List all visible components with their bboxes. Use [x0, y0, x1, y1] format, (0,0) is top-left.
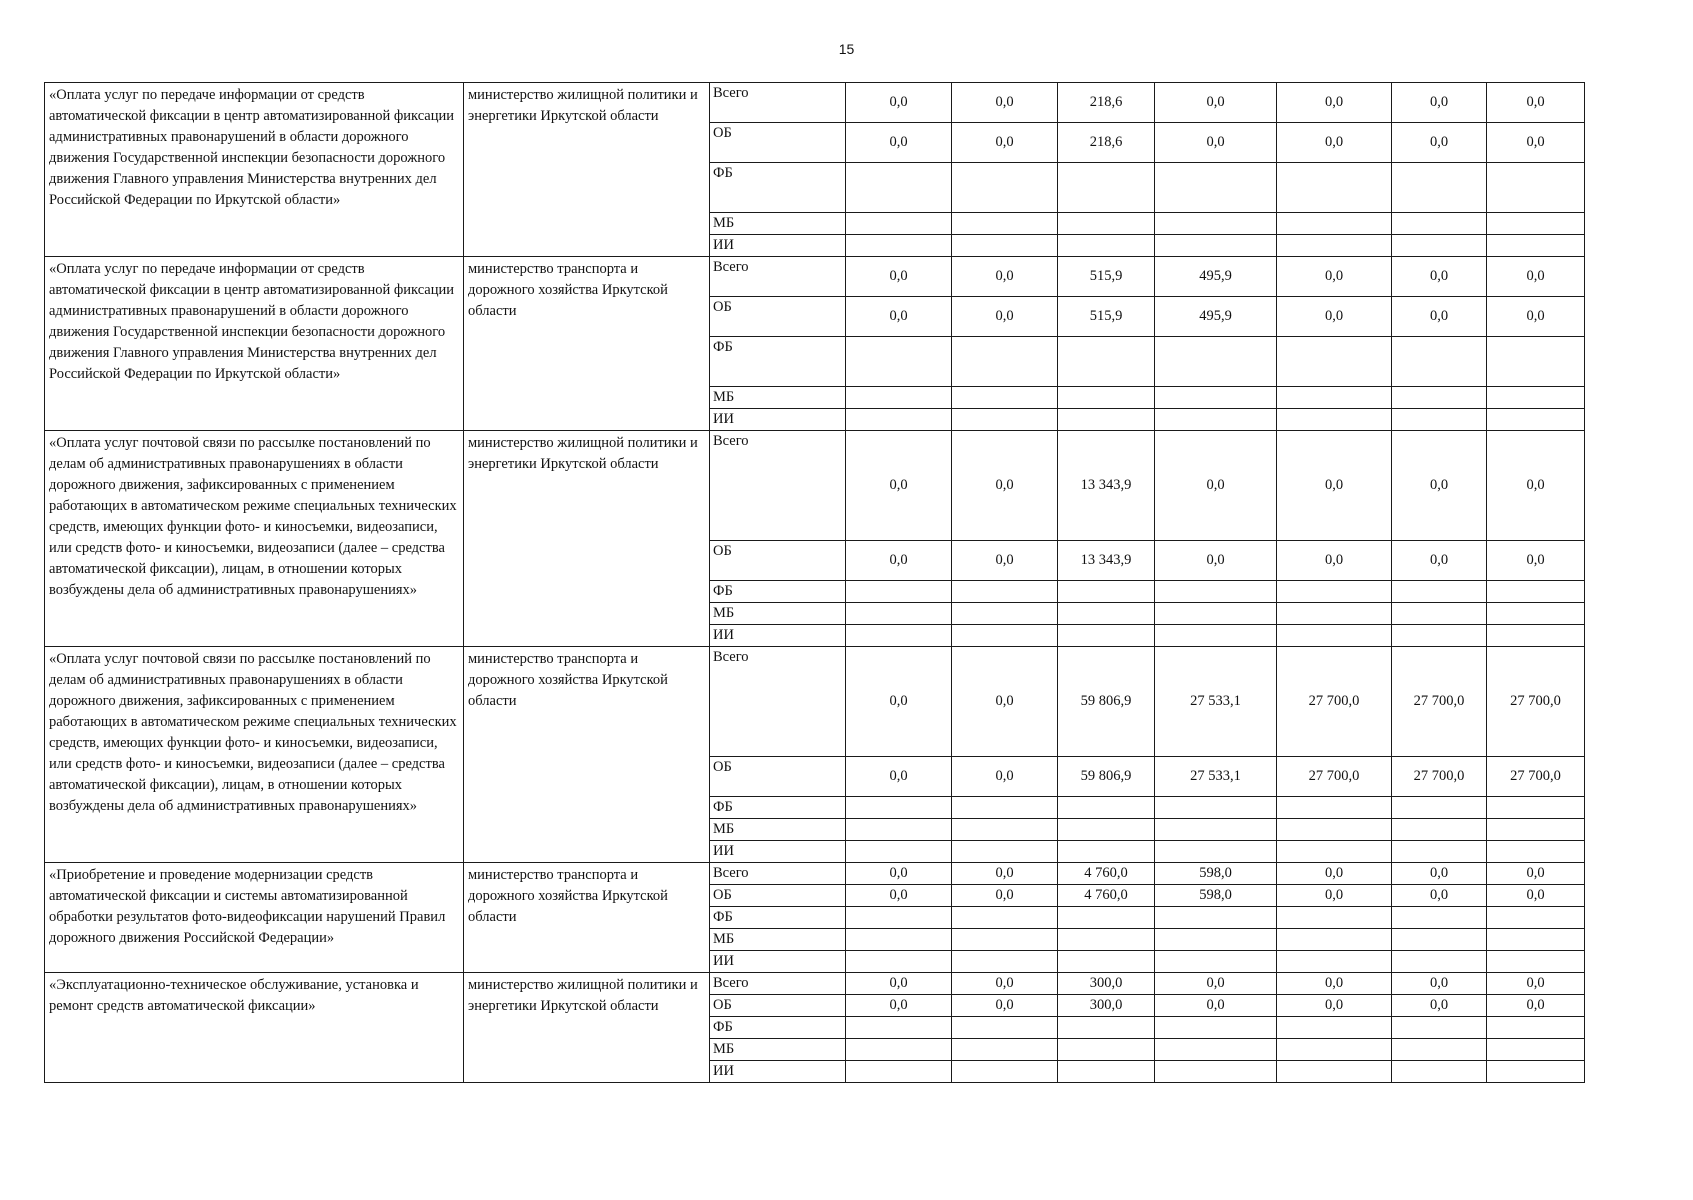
funding-value-cell: [1392, 907, 1487, 929]
funding-source-label: ОБ: [710, 123, 846, 163]
activity-name: «Эксплуатационно-техническое обслуживание, установка и ремонт средств автоматической фиксации»: [45, 973, 464, 1083]
funding-value-cell: 0,0: [952, 885, 1058, 907]
funding-value-cell: [1392, 625, 1487, 647]
funding-value-cell: [1277, 929, 1392, 951]
funding-value-cell: 27 700,0: [1487, 647, 1585, 757]
funding-source-label: МБ: [710, 1039, 846, 1061]
activity-name: «Оплата услуг почтовой связи по рассылке постановлений по делам об административных правонарушениях в области дорожного движения, зафиксированных с применением работающих в автоматическом режиме специальных технических средств, имеющих функции фото- и киносъемки, видеозаписи, или средств фото- и киносъемки, видеозаписи (далее – средства автоматической фиксации), лицам, в отношении которых возбуждены дела об административных правонарушениях»: [45, 647, 464, 863]
funding-value-cell: [1155, 337, 1277, 387]
funding-source-label: ИИ: [710, 951, 846, 973]
funding-value-cell: [1392, 409, 1487, 431]
funding-value-cell: 0,0: [1392, 83, 1487, 123]
funding-value-cell: [1058, 907, 1155, 929]
funding-value-cell: [1487, 625, 1585, 647]
funding-value-cell: 27 533,1: [1155, 647, 1277, 757]
funding-source-label: ИИ: [710, 235, 846, 257]
funding-value-cell: [1392, 841, 1487, 863]
funding-source-label: ОБ: [710, 885, 846, 907]
funding-value-cell: 515,9: [1058, 257, 1155, 297]
funding-source-label: ФБ: [710, 1017, 846, 1039]
funding-value-cell: [1155, 841, 1277, 863]
funding-value-cell: 0,0: [952, 123, 1058, 163]
funding-value-cell: 0,0: [952, 973, 1058, 995]
funding-value-cell: 0,0: [1392, 885, 1487, 907]
funding-value-cell: [1487, 907, 1585, 929]
funding-value-cell: 0,0: [846, 863, 952, 885]
funding-value-cell: [1277, 163, 1392, 213]
funding-value-cell: [1155, 409, 1277, 431]
executor-name: министерство транспорта и дорожного хозяйства Иркутской области: [464, 257, 710, 431]
funding-value-cell: 0,0: [846, 995, 952, 1017]
funding-value-cell: [1277, 337, 1392, 387]
funding-value-cell: 0,0: [846, 123, 952, 163]
funding-value-cell: [1155, 1017, 1277, 1039]
funding-value-cell: 0,0: [1277, 83, 1392, 123]
funding-value-cell: 300,0: [1058, 995, 1155, 1017]
funding-value-cell: [952, 337, 1058, 387]
funding-value-cell: 0,0: [952, 541, 1058, 581]
funding-value-cell: 0,0: [1155, 431, 1277, 541]
funding-value-cell: [1277, 387, 1392, 409]
funding-value-cell: [1155, 603, 1277, 625]
funding-value-cell: [1155, 797, 1277, 819]
table-row: [45, 863, 1585, 885]
funding-value-cell: [846, 625, 952, 647]
funding-value-cell: 0,0: [1155, 123, 1277, 163]
funding-value-cell: 0,0: [1392, 257, 1487, 297]
funding-value-cell: [1392, 819, 1487, 841]
funding-value-cell: [952, 163, 1058, 213]
funding-value-cell: 598,0: [1155, 863, 1277, 885]
funding-source-label: МБ: [710, 819, 846, 841]
funding-source-label: ИИ: [710, 841, 846, 863]
funding-value-cell: [1487, 819, 1585, 841]
funding-value-cell: 218,6: [1058, 123, 1155, 163]
funding-value-cell: [1155, 387, 1277, 409]
executor-name: министерство транспорта и дорожного хозяйства Иркутской области: [464, 647, 710, 863]
funding-value-cell: [1487, 235, 1585, 257]
funding-value-cell: [1487, 1017, 1585, 1039]
funding-value-cell: [1058, 581, 1155, 603]
funding-source-label: Всего: [710, 647, 846, 757]
funding-value-cell: [1392, 213, 1487, 235]
funding-source-label: ИИ: [710, 1061, 846, 1083]
funding-value-cell: 0,0: [1487, 257, 1585, 297]
funding-source-label: ИИ: [710, 409, 846, 431]
funding-value-cell: 0,0: [846, 757, 952, 797]
funding-value-cell: 13 343,9: [1058, 431, 1155, 541]
funding-value-cell: 0,0: [1277, 541, 1392, 581]
funding-value-cell: [1277, 1061, 1392, 1083]
funding-value-cell: [1487, 1061, 1585, 1083]
funding-value-cell: 598,0: [1155, 885, 1277, 907]
funding-value-cell: [1058, 235, 1155, 257]
funding-value-cell: [846, 797, 952, 819]
funding-value-cell: [1487, 841, 1585, 863]
funding-source-label: Всего: [710, 863, 846, 885]
funding-value-cell: [1058, 213, 1155, 235]
funding-value-cell: [952, 841, 1058, 863]
funding-value-cell: 0,0: [952, 647, 1058, 757]
funding-value-cell: [846, 1039, 952, 1061]
funding-value-cell: [1058, 797, 1155, 819]
funding-value-cell: [1058, 1061, 1155, 1083]
funding-value-cell: [1277, 819, 1392, 841]
funding-source-label: ОБ: [710, 297, 846, 337]
funding-value-cell: 0,0: [1487, 83, 1585, 123]
funding-value-cell: 0,0: [1392, 863, 1487, 885]
funding-value-cell: 27 700,0: [1487, 757, 1585, 797]
funding-source-label: ФБ: [710, 907, 846, 929]
funding-value-cell: [1392, 929, 1487, 951]
funding-value-cell: [1058, 841, 1155, 863]
funding-value-cell: [1155, 929, 1277, 951]
funding-value-cell: [846, 235, 952, 257]
funding-value-cell: [1277, 797, 1392, 819]
funding-value-cell: 515,9: [1058, 297, 1155, 337]
funding-source-label: ФБ: [710, 581, 846, 603]
executor-name: министерство транспорта и дорожного хозяйства Иркутской области: [464, 863, 710, 973]
funding-value-cell: 0,0: [1392, 995, 1487, 1017]
funding-value-cell: [1487, 603, 1585, 625]
funding-source-label: ФБ: [710, 797, 846, 819]
funding-value-cell: [952, 625, 1058, 647]
funding-value-cell: [952, 819, 1058, 841]
executor-name: министерство жилищной политики и энергетики Иркутской области: [464, 973, 710, 1083]
funding-value-cell: 59 806,9: [1058, 757, 1155, 797]
funding-value-cell: [846, 337, 952, 387]
funding-value-cell: [1155, 581, 1277, 603]
funding-value-cell: 0,0: [846, 431, 952, 541]
funding-value-cell: [846, 841, 952, 863]
funding-value-cell: [846, 951, 952, 973]
funding-value-cell: [1277, 603, 1392, 625]
funding-value-cell: 0,0: [1392, 297, 1487, 337]
funding-value-cell: 0,0: [1392, 123, 1487, 163]
funding-value-cell: [1392, 603, 1487, 625]
funding-value-cell: 0,0: [1155, 995, 1277, 1017]
funding-value-cell: [846, 387, 952, 409]
funding-value-cell: 13 343,9: [1058, 541, 1155, 581]
funding-value-cell: [1058, 1039, 1155, 1061]
funding-source-label: Всего: [710, 431, 846, 541]
funding-value-cell: 0,0: [1155, 973, 1277, 995]
funding-value-cell: [952, 603, 1058, 625]
activity-name: «Приобретение и проведение модернизации средств автоматической фиксации и системы автоматизированной обработки результатов фото-видеофиксации нарушений Правил дорожного движения Российской Федерации»: [45, 863, 464, 973]
funding-value-cell: [1277, 841, 1392, 863]
funding-value-cell: [952, 387, 1058, 409]
funding-value-cell: 0,0: [952, 257, 1058, 297]
funding-value-cell: [846, 603, 952, 625]
funding-value-cell: [1392, 581, 1487, 603]
funding-value-cell: [1487, 929, 1585, 951]
funding-value-cell: [1058, 163, 1155, 213]
funding-value-cell: 0,0: [1277, 863, 1392, 885]
funding-value-cell: 0,0: [1277, 885, 1392, 907]
funding-value-cell: 0,0: [846, 297, 952, 337]
table-row: [45, 257, 1585, 297]
activity-name: «Оплата услуг по передаче информации от средств автоматической фиксации в центр автоматизированной фиксации административных правонарушений в области дорожного движения Государственной инспекции безопасности дорожного движения Главного управления Министерства внутренних дел Российской Федерации по Иркутской области»: [45, 83, 464, 257]
funding-value-cell: 0,0: [1155, 83, 1277, 123]
funding-value-cell: [1487, 1039, 1585, 1061]
funding-value-cell: [1392, 951, 1487, 973]
table-row: [45, 973, 1585, 995]
funding-source-label: Всего: [710, 83, 846, 123]
funding-value-cell: 0,0: [846, 647, 952, 757]
funding-value-cell: 0,0: [1487, 995, 1585, 1017]
funding-value-cell: [952, 235, 1058, 257]
activity-name: «Оплата услуг почтовой связи по рассылке постановлений по делам об административных правонарушениях в области дорожного движения, зафиксированных с применением работающих в автоматическом режиме специальных технических средств, имеющих функции фото- и киносъемки, видеозаписи, или средств фото- и киносъемки, видеозаписи (далее – средства автоматической фиксации), лицам, в отношении которых возбуждены дела об административных правонарушениях»: [45, 431, 464, 647]
funding-value-cell: 27 533,1: [1155, 757, 1277, 797]
funding-value-cell: [846, 163, 952, 213]
funding-value-cell: [846, 213, 952, 235]
funding-value-cell: 0,0: [846, 541, 952, 581]
funding-value-cell: [846, 1017, 952, 1039]
executor-name: министерство жилищной политики и энергетики Иркутской области: [464, 83, 710, 257]
funding-value-cell: [1392, 1017, 1487, 1039]
funding-source-label: ОБ: [710, 757, 846, 797]
funding-value-cell: 27 700,0: [1277, 647, 1392, 757]
funding-value-cell: [1487, 213, 1585, 235]
table-row: [45, 83, 1585, 123]
funding-value-cell: [1392, 387, 1487, 409]
funding-value-cell: [1155, 951, 1277, 973]
funding-value-cell: 0,0: [846, 885, 952, 907]
funding-value-cell: [1058, 1017, 1155, 1039]
funding-source-label: МБ: [710, 929, 846, 951]
funding-value-cell: [1392, 1039, 1487, 1061]
funding-value-cell: [1155, 819, 1277, 841]
funding-value-cell: [952, 929, 1058, 951]
funding-value-cell: 0,0: [952, 297, 1058, 337]
funding-value-cell: [952, 907, 1058, 929]
funding-value-cell: [1155, 907, 1277, 929]
funding-source-label: ИИ: [710, 625, 846, 647]
funding-value-cell: [1487, 409, 1585, 431]
funding-value-cell: 0,0: [952, 995, 1058, 1017]
funding-value-cell: 495,9: [1155, 257, 1277, 297]
funding-value-cell: [1058, 625, 1155, 647]
funding-source-label: МБ: [710, 213, 846, 235]
funding-value-cell: [952, 213, 1058, 235]
funding-value-cell: 4 760,0: [1058, 885, 1155, 907]
funding-value-cell: 0,0: [1277, 431, 1392, 541]
funding-value-cell: 27 700,0: [1277, 757, 1392, 797]
table-row: [45, 647, 1585, 757]
funding-source-label: МБ: [710, 603, 846, 625]
funding-value-cell: [1277, 907, 1392, 929]
funding-value-cell: [1155, 163, 1277, 213]
funding-value-cell: [1487, 951, 1585, 973]
funding-value-cell: [1277, 1039, 1392, 1061]
funding-value-cell: [952, 581, 1058, 603]
funding-value-cell: [1487, 797, 1585, 819]
funding-value-cell: [846, 907, 952, 929]
funding-value-cell: [1487, 163, 1585, 213]
funding-value-cell: 0,0: [1487, 885, 1585, 907]
funding-value-cell: [846, 819, 952, 841]
funding-value-cell: [1392, 797, 1487, 819]
funding-value-cell: [1058, 409, 1155, 431]
funding-value-cell: 0,0: [1487, 123, 1585, 163]
funding-value-cell: 0,0: [952, 863, 1058, 885]
funding-value-cell: 27 700,0: [1392, 647, 1487, 757]
funding-value-cell: 0,0: [952, 431, 1058, 541]
funding-value-cell: [1058, 337, 1155, 387]
funding-value-cell: [1392, 235, 1487, 257]
funding-source-label: ФБ: [710, 163, 846, 213]
funding-value-cell: [952, 1039, 1058, 1061]
table-row: [45, 431, 1585, 541]
funding-value-cell: 218,6: [1058, 83, 1155, 123]
funding-value-cell: [846, 409, 952, 431]
funding-value-cell: [1155, 235, 1277, 257]
funding-source-label: ФБ: [710, 337, 846, 387]
funding-value-cell: 0,0: [1487, 541, 1585, 581]
funding-value-cell: 0,0: [1277, 297, 1392, 337]
funding-value-cell: 0,0: [1277, 973, 1392, 995]
funding-value-cell: 0,0: [952, 757, 1058, 797]
funding-value-cell: 59 806,9: [1058, 647, 1155, 757]
funding-value-cell: [952, 1061, 1058, 1083]
funding-value-cell: 0,0: [1277, 123, 1392, 163]
funding-value-cell: 0,0: [1277, 257, 1392, 297]
funding-value-cell: 0,0: [846, 83, 952, 123]
funding-value-cell: 495,9: [1155, 297, 1277, 337]
funding-value-cell: 0,0: [1392, 431, 1487, 541]
funding-source-label: Всего: [710, 257, 846, 297]
funding-value-cell: [846, 581, 952, 603]
funding-value-cell: [1155, 1039, 1277, 1061]
funding-value-cell: 0,0: [1487, 297, 1585, 337]
funding-value-cell: 0,0: [1277, 995, 1392, 1017]
funding-source-label: ОБ: [710, 995, 846, 1017]
funding-value-cell: [1277, 581, 1392, 603]
page-number: 15: [838, 41, 855, 57]
program-funding-table: [44, 82, 1585, 1083]
funding-value-cell: 0,0: [846, 257, 952, 297]
funding-value-cell: 300,0: [1058, 973, 1155, 995]
funding-value-cell: [1392, 337, 1487, 387]
funding-value-cell: [952, 1017, 1058, 1039]
funding-value-cell: [1487, 387, 1585, 409]
funding-value-cell: 0,0: [1487, 973, 1585, 995]
funding-source-label: Всего: [710, 973, 846, 995]
funding-source-label: МБ: [710, 387, 846, 409]
funding-value-cell: [1277, 951, 1392, 973]
activity-name: «Оплата услуг по передаче информации от средств автоматической фиксации в центр автоматизированной фиксации административных правонарушений в области дорожного движения Государственной инспекции безопасности дорожного движения Главного управления Министерства внутренних дел Российской Федерации по Иркутской области»: [45, 257, 464, 431]
funding-value-cell: [1277, 235, 1392, 257]
funding-value-cell: [1058, 819, 1155, 841]
funding-value-cell: [1277, 1017, 1392, 1039]
funding-value-cell: [1277, 213, 1392, 235]
funding-value-cell: 0,0: [952, 83, 1058, 123]
funding-value-cell: [1058, 929, 1155, 951]
funding-value-cell: [1155, 625, 1277, 647]
funding-value-cell: [1058, 387, 1155, 409]
funding-value-cell: [952, 951, 1058, 973]
funding-value-cell: 0,0: [1392, 973, 1487, 995]
funding-value-cell: [1392, 1061, 1487, 1083]
funding-value-cell: [1058, 951, 1155, 973]
funding-value-cell: [952, 409, 1058, 431]
funding-value-cell: 27 700,0: [1392, 757, 1487, 797]
funding-value-cell: [846, 929, 952, 951]
funding-source-label: ОБ: [710, 541, 846, 581]
funding-value-cell: 0,0: [846, 973, 952, 995]
funding-value-cell: 0,0: [1487, 431, 1585, 541]
funding-value-cell: 0,0: [1392, 541, 1487, 581]
funding-value-cell: 0,0: [1155, 541, 1277, 581]
funding-value-cell: [1155, 213, 1277, 235]
funding-value-cell: [1392, 163, 1487, 213]
funding-value-cell: [1487, 337, 1585, 387]
funding-value-cell: [1277, 625, 1392, 647]
funding-value-cell: [952, 797, 1058, 819]
funding-value-cell: [846, 1061, 952, 1083]
funding-value-cell: [1487, 581, 1585, 603]
funding-value-cell: [1155, 1061, 1277, 1083]
funding-value-cell: [1277, 409, 1392, 431]
funding-value-cell: 4 760,0: [1058, 863, 1155, 885]
funding-value-cell: [1058, 603, 1155, 625]
funding-value-cell: 0,0: [1487, 863, 1585, 885]
executor-name: министерство жилищной политики и энергетики Иркутской области: [464, 431, 710, 647]
